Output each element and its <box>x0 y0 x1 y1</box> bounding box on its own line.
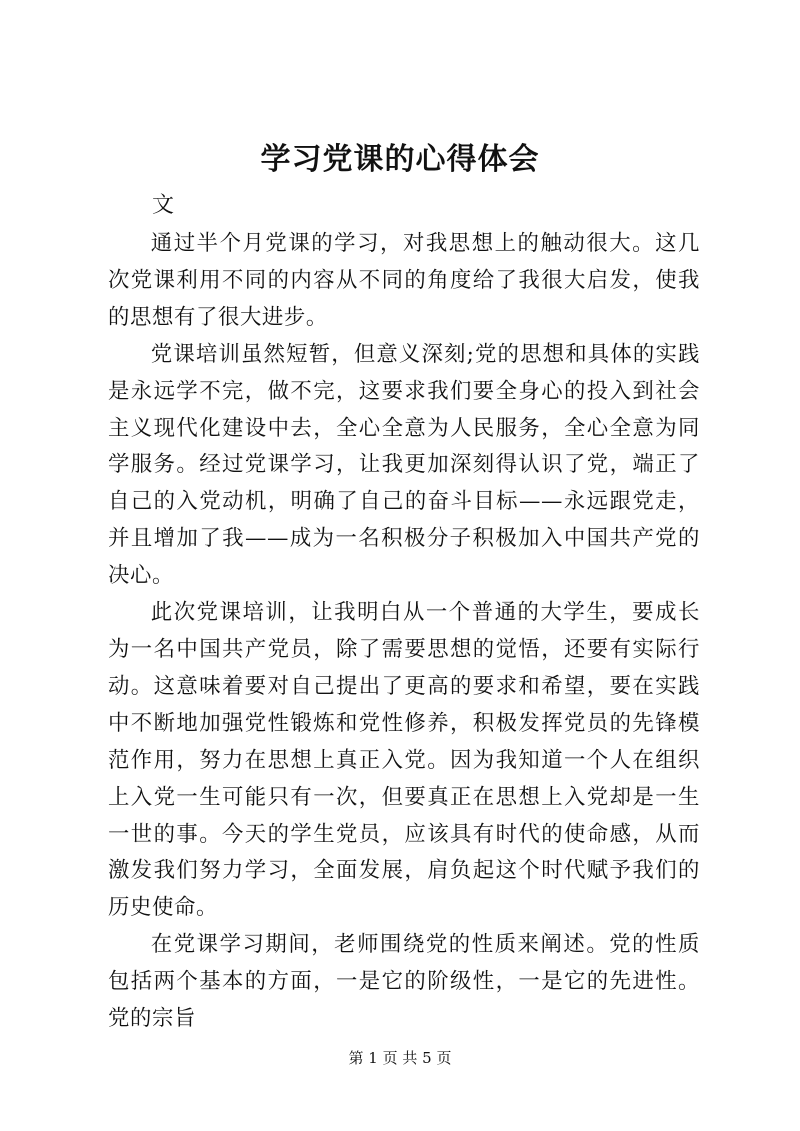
paragraph-3: 此次党课培训，让我明白从一个普通的大学生，要成长为一名中国共产党员，除了需要思想的觉悟，还要有实际行动。这意味着要对自己提出了更高的要求和希望，要在实践中不断地加强党性锻炼和党性修养，积极发挥党员的先锋模范作用，努力在思想上真正入党。因为我知道一个人在组织上入党一生可能只有一次，但要真正在思想上入党却是一生一世的事。今天的学生党员，应该具有时代的使命感，从而激发我们努力学习，全面发展，肩负起这个时代赋予我们的历史使命。 <box>108 600 700 921</box>
paragraph-1: 通过半个月党课的学习，对我思想上的触动很大。这几次党课利用不同的内容从不同的角度给了我很大启发，使我的思想有了很大进步。 <box>108 231 700 330</box>
page-footer: 第 1 页 共 5 页 <box>348 1049 452 1067</box>
paragraph-2: 党课培训虽然短暂，但意义深刻;党的思想和具体的实践是永远学不完，做不完，这要求我们要全身心的投入到社会主义现代化建设中去，全心全意为人民服务，全心全意为同学服务。经过党课学习，让我更加深刻得认识了党，端正了自己的入党动机，明确了自己的奋斗目标——永远跟党走，并且增加了我——成为一名积极分子积极加入中国共产党的决心。 <box>108 341 700 589</box>
paragraph-4: 在党课学习期间，老师围绕党的性质来阐述。党的性质包括两个基本的方面，一是它的阶级性，一是它的先进性。党的宗旨 <box>108 932 700 1032</box>
document-title: 学习党课的心得体会 <box>260 142 540 177</box>
document-body <box>108 226 700 1038</box>
author-label: 文 <box>152 193 175 218</box>
